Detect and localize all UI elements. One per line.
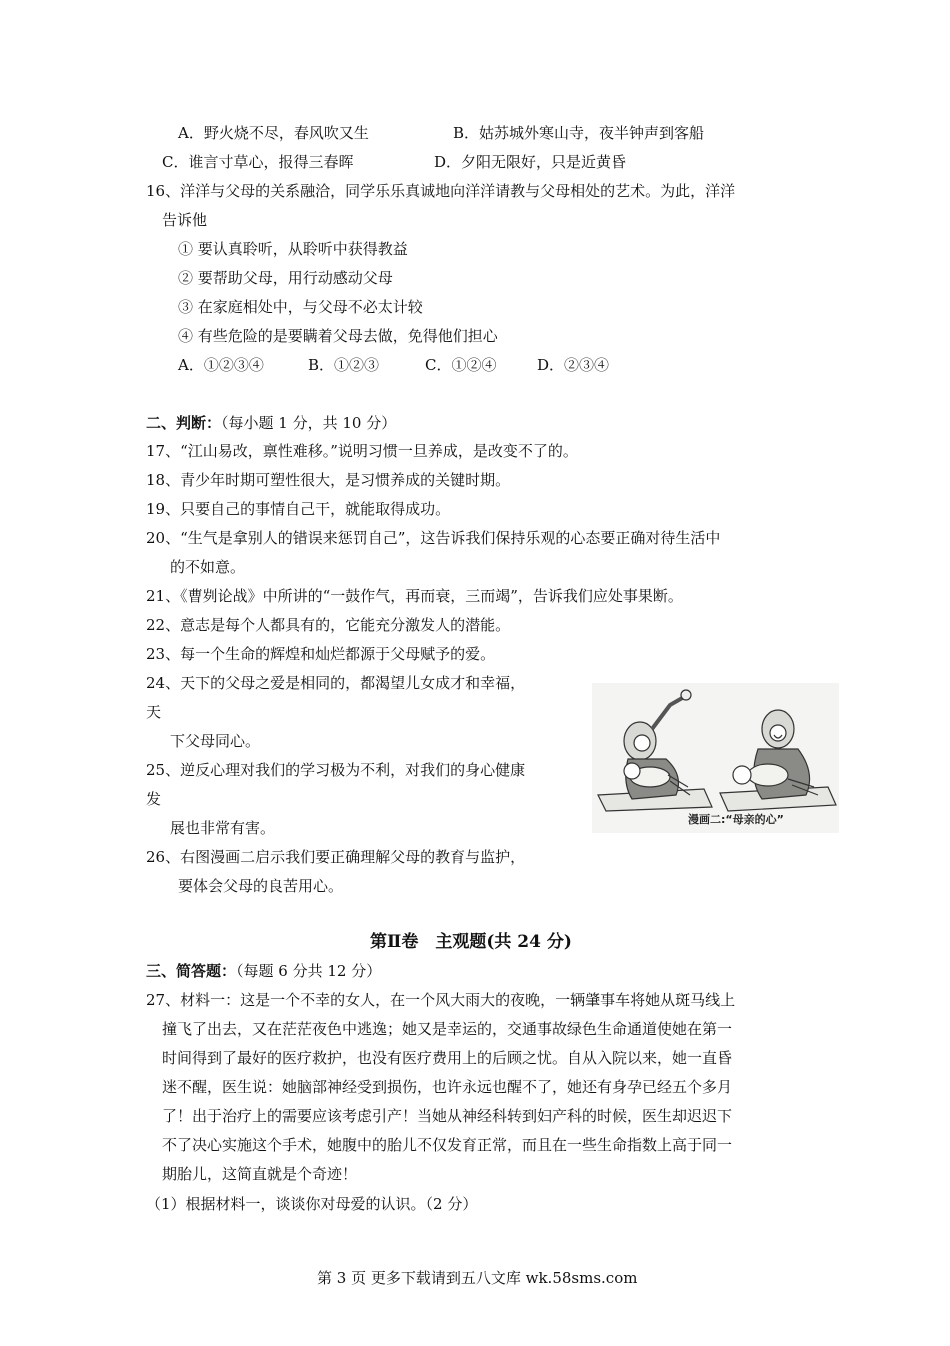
q25-line-2: 发 <box>146 790 162 808</box>
q27-line-2: 撞飞了出去，又在茫茫夜色中逃逸；她又是幸运的，交通事故绿色生命通道使她在第一 <box>162 1020 733 1038</box>
q27-line-1: 27、材料一：这是一个不幸的女人，在一个风大雨大的夜晚，一辆肇事车将她从斑马线上 <box>146 991 736 1009</box>
q21: 21、《曹刿论战》中所讲的“一鼓作气，再而衰，三而竭”，告诉我们应处事果断。 <box>146 587 683 605</box>
q27-subquestion-1: （1）根据材料一，谈谈你对母爱的认识。（2 分） <box>146 1195 478 1213</box>
q27-line-4: 迷不醒，医生说：她脑部神经受到损伤，也许永远也醒不了，她还有身孕已经五个多月 <box>162 1078 733 1096</box>
q20-line-1: 20、“生气是拿别人的错误来惩罚自己”，这告诉我们保持乐观的心态要正确对待生活中 <box>146 529 721 547</box>
comic-panel-left <box>598 690 712 811</box>
q16-item-4: ④ 有些危险的是要瞒着父母去做，免得他们担心 <box>178 327 498 345</box>
comic-illustration <box>592 683 839 833</box>
q24-line-1: 24、天下的父母之爱是相同的，都渴望儿女成才和幸福， <box>146 674 526 692</box>
q23: 23、每一个生命的辉煌和灿烂都源于父母赋予的爱。 <box>146 645 496 663</box>
comic-caption: 漫画二:“母亲的心” <box>688 813 784 826</box>
q22: 22、意志是每个人都具有的，它能充分激发人的潜能。 <box>146 616 511 634</box>
section-3-title: 三、简答题： <box>146 962 237 980</box>
section-3-heading <box>146 961 381 981</box>
q19: 19、只要自己的事情自己干，就能取得成功。 <box>146 500 451 518</box>
q25-line-1: 25、逆反心理对我们的学习极为不利，对我们的身心健康 <box>146 761 526 779</box>
q24-line-2: 天 <box>146 703 162 721</box>
q27-line-5: 了！出于治疗上的需要应该考虑引产！当她从神经科转到妇产科的时候，医生却迟迟下 <box>162 1107 733 1125</box>
q20-line-2: 的不如意。 <box>170 558 246 576</box>
q16-option-d: D．②③④ <box>537 356 610 374</box>
q27-line-3: 时间得到了最好的医疗救护，也没有医疗费用上的后顾之忧。自从入院以来，她一直昏 <box>162 1049 733 1067</box>
q16-item-2: ② 要帮助父母，用行动感动父母 <box>178 269 393 287</box>
q16-item-3: ③ 在家庭相处中，与父母不必太计较 <box>178 298 423 316</box>
section-3-note: （每题 6 分共 12 分） <box>236 962 382 980</box>
q24-line-3: 下父母同心。 <box>170 732 261 750</box>
q17: 17、“江山易改，禀性难移。”说明习惯一旦养成，是改变不了的。 <box>146 442 578 460</box>
q18: 18、青少年时期可塑性很大，是习惯养成的关键时期。 <box>146 471 511 489</box>
q15-option-a: A．野火烧不尽，春风吹又生 <box>178 124 369 142</box>
q26-line-1: 26、右图漫画二启示我们要正确理解父母的教育与监护， <box>146 848 526 866</box>
section-2-heading <box>146 413 396 433</box>
q25-line-3: 展也非常有害。 <box>170 819 276 837</box>
q16-item-1: ① 要认真聆听，从聆听中获得教益 <box>178 240 408 258</box>
q15-option-d: D．夕阳无限好，只是近黄昏 <box>434 153 627 171</box>
page-footer: 第 3 页 更多下载请到五八文库 wk.58sms.com <box>317 1269 638 1287</box>
q16-option-b: B．①②③ <box>308 356 380 374</box>
q16-option-c: C．①②④ <box>425 356 497 374</box>
q15-option-b: B．姑苏城外寒山寺，夜半钟声到客船 <box>453 124 705 142</box>
part-2-title: 第Ⅱ卷 主观题(共 24 分) <box>370 932 572 952</box>
q16-option-a: A．①②③④ <box>178 356 264 374</box>
section-2-title: 二、判断： <box>146 414 222 432</box>
section-2-note: （每小题 1 分，共 10 分） <box>221 414 397 432</box>
q27-line-6: 不了决心实施这个手术，她腹中的胎儿不仅发育正常，而且在一些生命指数上高于同一 <box>162 1136 733 1154</box>
q27-line-7: 期胎儿，这简直就是个奇迹！ <box>162 1165 358 1183</box>
comic-panel-right <box>720 710 836 811</box>
q26-line-2: 要体会父母的良苦用心。 <box>178 877 344 895</box>
q16-stem-line-2: 告诉他 <box>162 211 208 229</box>
q15-option-c: C．谁言寸草心，报得三春晖 <box>162 153 354 171</box>
q16-stem-line-1: 16、洋洋与父母的关系融洽，同学乐乐真诚地向洋洋请教与父母相处的艺术。为此，洋洋 <box>146 182 736 200</box>
